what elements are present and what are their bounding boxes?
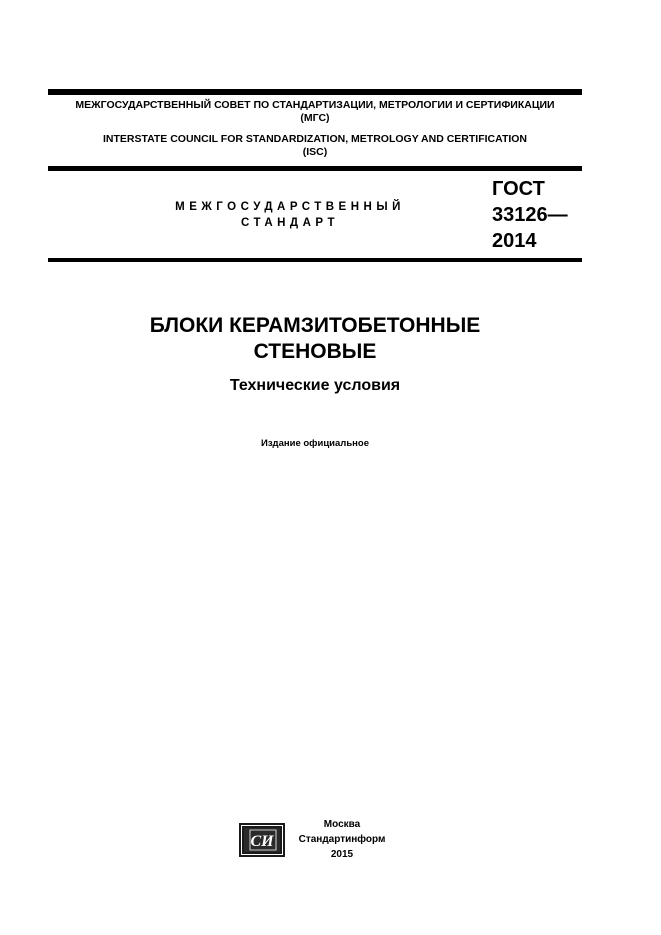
- standard-kind-line1: МЕЖГОСУДАРСТВЕННЫЙ: [175, 201, 405, 213]
- gost-number: 33126—: [492, 204, 568, 226]
- title-line2: СТЕНОВЫЕ: [253, 340, 377, 363]
- top-rule: [48, 89, 582, 95]
- council-ru-abbr: (МГС): [300, 112, 330, 124]
- edition-note: Издание официальное: [261, 438, 369, 449]
- standard-kind: [130, 199, 450, 231]
- council-name-en: [48, 133, 582, 159]
- title-line1: БЛОКИ КЕРАМЗИТОБЕТОННЫЕ: [149, 314, 481, 337]
- document-subtitle: Технические условия: [229, 377, 401, 394]
- gost-designation: [492, 176, 568, 254]
- council-ru-line1: МЕЖГОСУДАРСТВЕННЫЙ СОВЕТ ПО СТАНДАРТИЗАЦИИ, МЕТРОЛОГИИ И СЕРТИФИКАЦИИ: [75, 99, 555, 111]
- gost-year: 2014: [492, 230, 537, 252]
- middle-rule: [48, 166, 582, 171]
- publisher-year: 2015: [330, 849, 354, 860]
- logo-text: СИ: [250, 833, 274, 850]
- publisher-name: Стандартинформ: [298, 834, 386, 845]
- council-en-abbr: (ISC): [302, 146, 328, 158]
- standartinform-logo-icon: [238, 822, 286, 858]
- council-name-ru: [48, 99, 582, 125]
- gost-label: ГОСТ: [492, 178, 545, 200]
- publisher-city: Москва: [323, 819, 361, 830]
- document-title: [48, 313, 582, 365]
- publisher-imprint: [292, 817, 392, 862]
- council-en-line1: INTERSTATE COUNCIL FOR STANDARDIZATION, METROLOGY AND CERTIFICATION: [102, 133, 528, 145]
- bottom-rule: [48, 258, 582, 262]
- standard-kind-line2: СТАНДАРТ: [241, 217, 339, 229]
